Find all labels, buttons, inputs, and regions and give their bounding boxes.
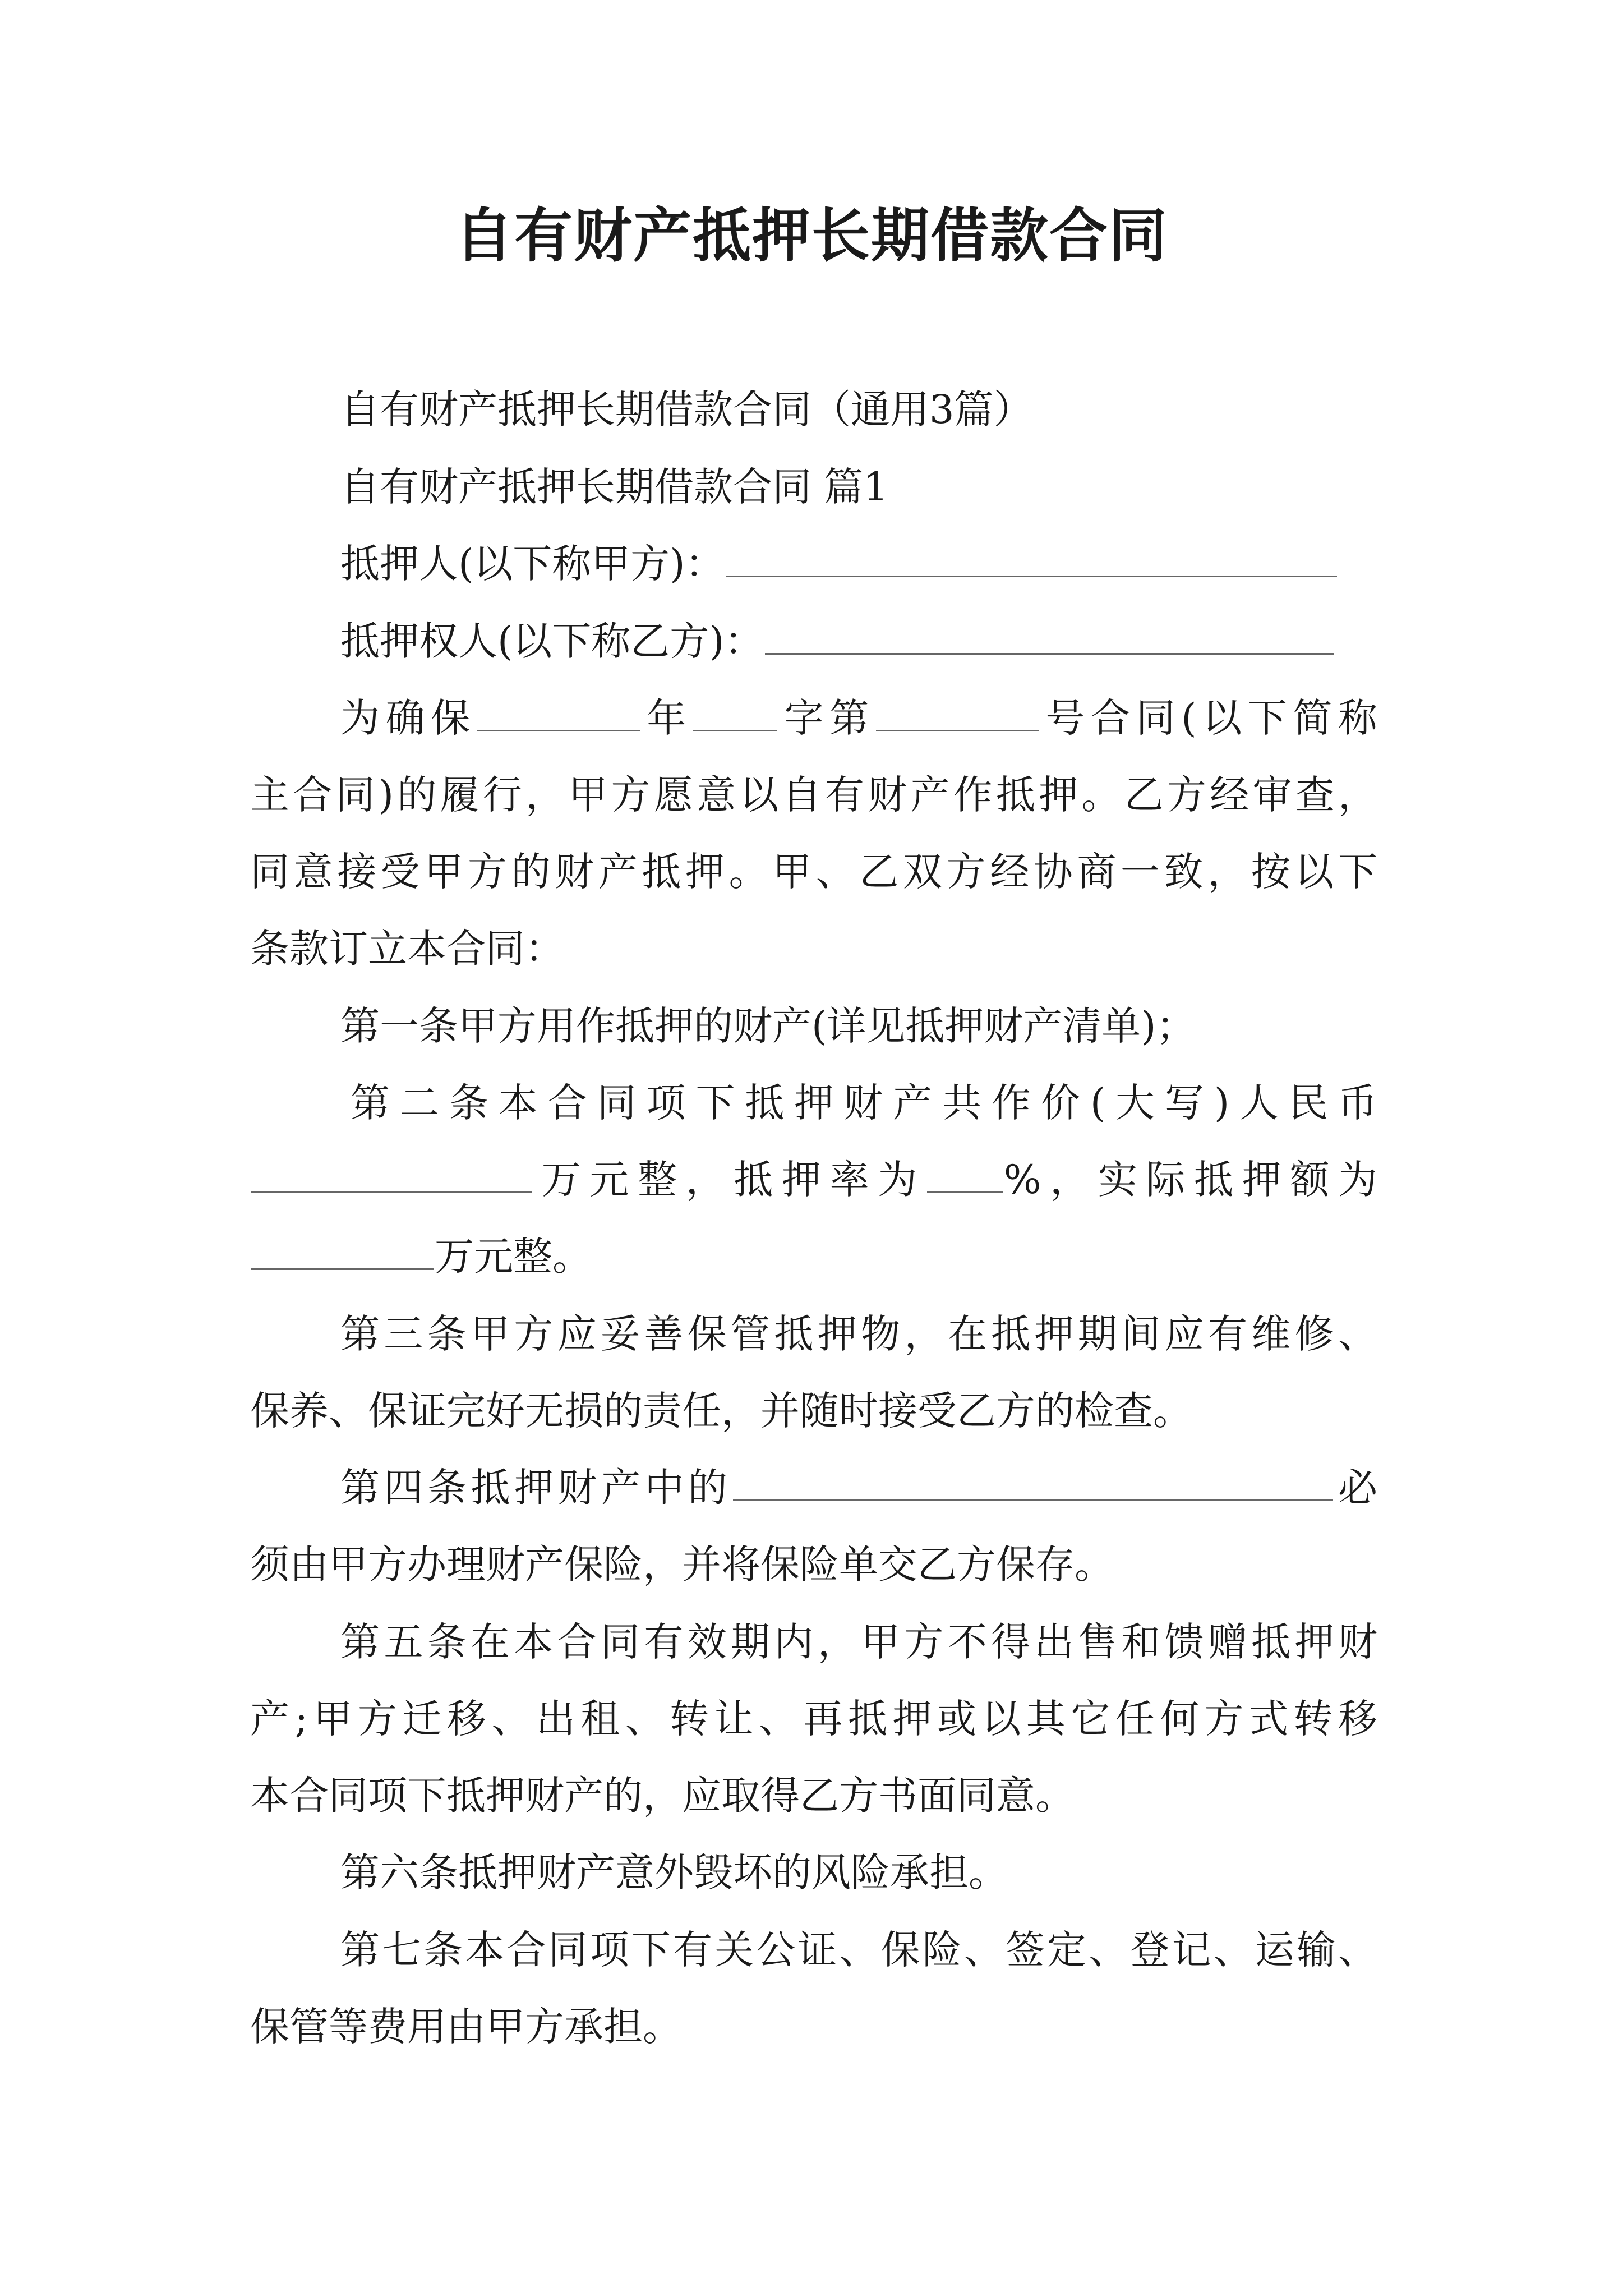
blank-field: [477, 726, 640, 731]
mortgagee-line: [340, 613, 1377, 669]
article-4-text: 第四条抵押财产中的: [340, 1465, 732, 1511]
article-2-line-1: 第二条本合同项下抵押财产共作价(大写)人民币: [351, 1080, 1377, 1126]
mortgagor-label: 抵押人(以下称甲方)：: [340, 541, 725, 587]
intro-line-3: 同意接受甲方的财产抵押。甲、乙双方经协商一致，按以下: [250, 849, 1377, 895]
article-1: 第一条甲方用作抵押的财产(详见抵押财产清单)；: [340, 1003, 1196, 1049]
mortgagee-label: 抵押权人(以下称乙方)：: [340, 618, 764, 664]
article-2-text: 万元整。: [435, 1234, 592, 1280]
blank-field: [733, 1496, 1333, 1501]
mortgagor-blank: [726, 572, 1337, 577]
article-4-text: 必: [1334, 1465, 1377, 1511]
intro-text: 为确保: [340, 695, 476, 741]
article-4-line-2: 须由甲方办理财产保险，并将保险单交乙方保存。: [250, 1542, 1114, 1588]
article-4-line-1: [340, 1460, 1377, 1516]
article-3-line-1: 第三条甲方应妥善保管抵押物，在抵押期间应有维修、: [340, 1311, 1377, 1357]
section-heading: 自有财产抵押长期借款合同 篇1: [340, 464, 888, 510]
blank-field: [251, 1265, 434, 1270]
mortgagee-blank: [765, 650, 1334, 655]
blank-field: [251, 1188, 532, 1193]
article-5-line-1: 第五条在本合同有效期内，甲方不得出售和馈赠抵押财: [340, 1619, 1377, 1665]
intro-text: 号合同(以下简称: [1039, 695, 1378, 741]
article-2-line-2: [250, 1152, 1377, 1208]
article-7-line-1: 第七条本合同项下有关公证、保险、签定、登记、运输、: [340, 1927, 1377, 1973]
article-6: 第六条抵押财产意外毁坏的风险承担。: [340, 1849, 1008, 1895]
intro-line-4: 条款订立本合同：: [250, 926, 564, 972]
article-2-text: %，实际抵押额为: [1003, 1157, 1378, 1203]
intro-text: 年: [640, 695, 693, 741]
article-5-line-3: 本合同项下抵押财产的，应取得乙方书面同意。: [250, 1773, 1075, 1819]
article-2-text: 万元整，抵押率为: [533, 1157, 926, 1203]
intro-line-2: 主合同)的履行，甲方愿意以自有财产作抵押。乙方经审查，: [250, 772, 1377, 818]
document-subtitle: 自有财产抵押长期借款合同（通用3篇）: [340, 386, 1033, 432]
blank-field: [876, 726, 1039, 731]
mortgagor-line: [340, 536, 1377, 592]
blank-field: [693, 726, 777, 731]
intro-text: 字第: [778, 695, 875, 741]
document-title: 自有财产抵押长期借款合同: [454, 201, 1168, 270]
blank-field: [927, 1188, 1003, 1193]
article-7-line-2: 保管等费用由甲方承担。: [250, 2004, 682, 2050]
article-5-line-2: 产;甲方迁移、出租、转让、再抵押或以其它任何方式转移: [250, 1696, 1377, 1742]
article-2-line-3: [250, 1228, 1377, 1285]
article-3-line-2: 保养、保证完好无损的责任，并随时接受乙方的检查。: [250, 1388, 1192, 1434]
intro-line-1: [340, 690, 1377, 746]
